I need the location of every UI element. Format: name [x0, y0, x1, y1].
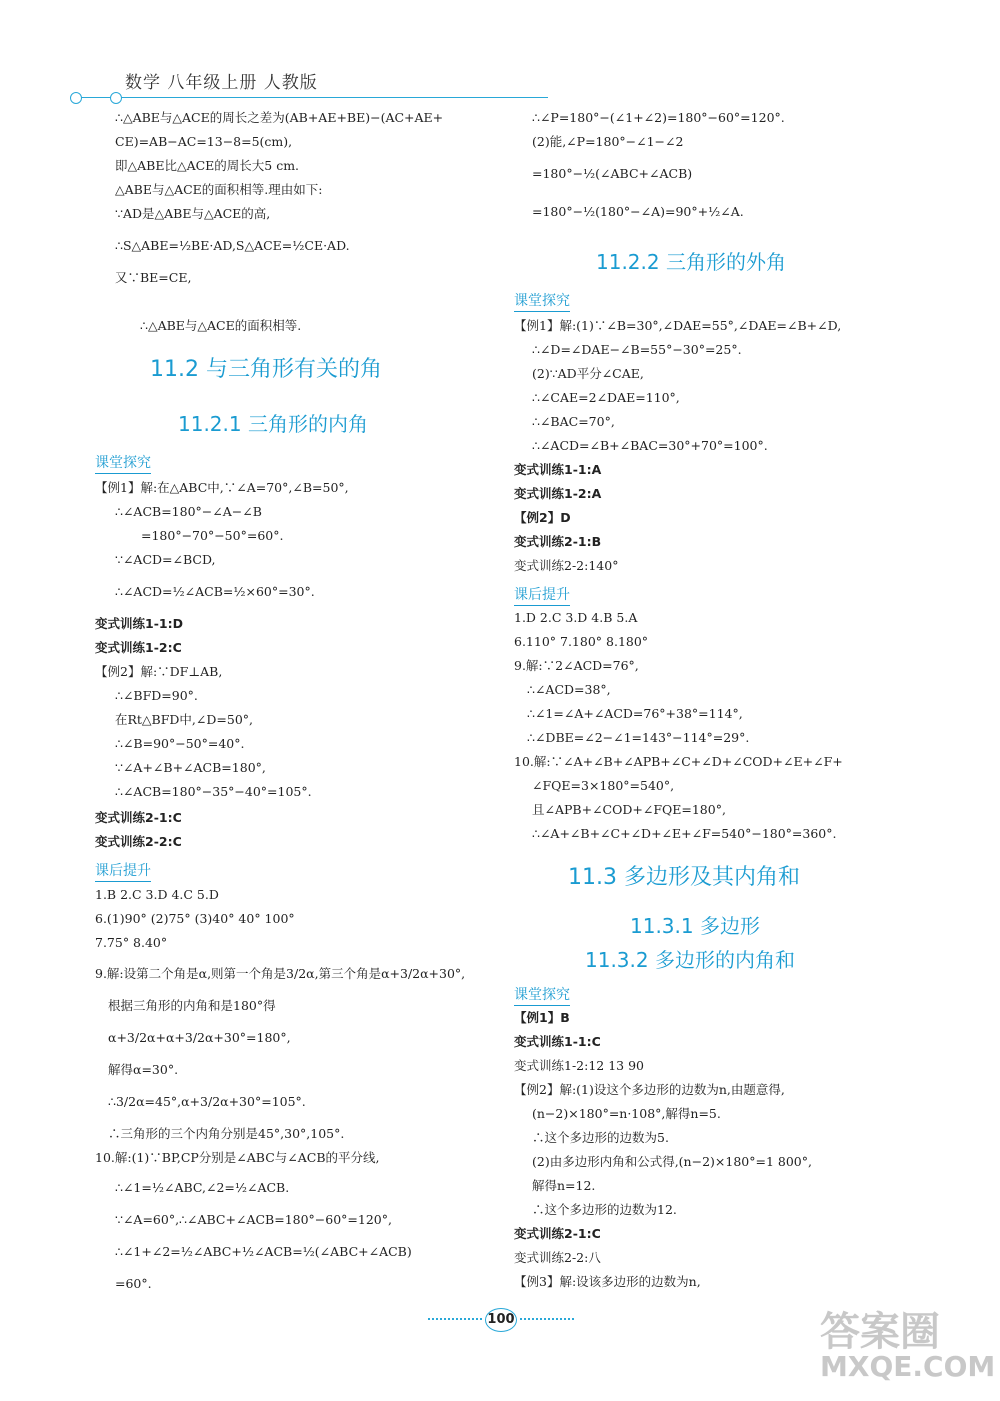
- text-line: =180°−½(∠ABC+∠ACB): [532, 166, 693, 181]
- watermark-logo: 答案圈: [820, 1309, 940, 1355]
- text-line: 即△ABE比△ACE的周长大5 cm.: [115, 158, 300, 173]
- text-line: ∴3/2α=45°,α+3/2α+30°=105°.: [108, 1094, 306, 1109]
- text-line: ∴三角形的三个内角分别是45°,30°,105°.: [108, 1126, 345, 1141]
- text-line: ∴∠1=∠A+∠ACD=76°+38°=114°,: [527, 706, 743, 721]
- section-heading: 11.2 与三角形有关的角: [150, 357, 382, 382]
- section-label: 课堂探究: [95, 452, 151, 474]
- text-line: △ABE与△ACE的面积相等.理由如下:: [115, 182, 323, 197]
- text-line: ∴∠BAC=70°,: [532, 414, 615, 429]
- text-line: ∴∠ACD=38°,: [527, 682, 611, 697]
- text-line: 6.110° 7.180° 8.180°: [514, 634, 649, 649]
- section-label: 课后提升: [514, 584, 570, 606]
- text-line: ∴∠ACB=180°−∠A−∠B: [115, 504, 262, 519]
- text-line: 变式训练1-1:A: [514, 462, 602, 477]
- text-line: 9.解:∵2∠ACD=76°,: [514, 658, 639, 673]
- text-line: 7.75° 8.40°: [95, 935, 168, 950]
- text-line: ∴∠B=90°−50°=40°.: [115, 736, 245, 751]
- text-line: ∴∠A+∠B+∠C+∠D+∠E+∠F=540°−180°=360°.: [532, 826, 837, 841]
- text-line: ∴∠DBE=∠2−∠1=143°−114°=29°.: [527, 730, 750, 745]
- text-line: 变式训练2-1:C: [514, 1226, 601, 1241]
- text-line: ∴∠D=∠DAE−∠B=55°−30°=25°.: [532, 342, 742, 357]
- footer-dots: [520, 1318, 574, 1322]
- text-line: ∴S△ABE=½BE·AD,S△ACE=½CE·AD.: [115, 238, 350, 253]
- text-line: 1.D 2.C 3.D 4.B 5.A: [514, 610, 638, 625]
- text-line: 变式训练1-2:C: [95, 640, 182, 655]
- text-line: ∴这个多边形的边数为12.: [532, 1202, 677, 1217]
- text-line: ∴∠P=180°−(∠1+∠2)=180°−60°=120°.: [532, 110, 785, 125]
- text-line: α+3/2α+α+3/2α+30°=180°,: [108, 1030, 291, 1045]
- subsection-heading: 11.3.1 多边形: [630, 914, 760, 938]
- text-line: 变式训练1-2:A: [514, 486, 602, 501]
- text-line: ∴∠ACD=½∠ACB=½×60°=30°.: [115, 584, 315, 599]
- text-line: (2)能,∠P=180°−∠1−∠2: [532, 134, 684, 149]
- text-line: 1.B 2.C 3.D 4.C 5.D: [95, 887, 219, 902]
- text-line: 【例1】解:在△ABC中,∵∠A=70°,∠B=50°,: [95, 480, 349, 495]
- text-line: CE)=AB−AC=13−8=5(cm),: [115, 134, 293, 149]
- text-line: 【例2】解:(1)设这个多边形的边数为n,由题意得,: [514, 1082, 785, 1097]
- text-line: 解得n=12.: [532, 1178, 596, 1193]
- text-line: 【例2】D: [514, 510, 571, 525]
- text-line: ∴∠1+∠2=½∠ABC+½∠ACB=½(∠ABC+∠ACB): [115, 1244, 412, 1259]
- text-line: 变式训练1-2:12 13 90: [514, 1058, 645, 1073]
- text-line: 10.解:∵∠A+∠B+∠APB+∠C+∠D+∠COD+∠E+∠F+: [514, 754, 843, 769]
- text-line: 变式训练2-2:八: [514, 1250, 601, 1265]
- text-line: ∵AD是△ABE与△ACE的高,: [115, 206, 271, 221]
- text-line: 【例3】解:设该多边形的边数为n,: [514, 1274, 701, 1289]
- text-line: ∴∠1=½∠ABC,∠2=½∠ACB.: [115, 1180, 290, 1195]
- text-line: 根据三角形的内角和是180°得: [108, 998, 276, 1013]
- text-line: ∵∠ACD=∠BCD,: [115, 552, 216, 567]
- text-line: 变式训练2-1:C: [95, 810, 182, 825]
- section-label: 课堂探究: [514, 984, 570, 1006]
- subsection-heading: 11.2.2 三角形的外角: [596, 250, 786, 274]
- text-line: ∵∠A=60°,∴∠ABC+∠ACB=180°−60°=120°,: [115, 1212, 392, 1227]
- text-line: 又∵BE=CE,: [115, 270, 192, 285]
- text-line: ∴∠CAE=2∠DAE=110°,: [532, 390, 680, 405]
- text-line: 9.解:设第二个角是α,则第一个角是3/2α,第三个角是α+3/2α+30°,: [95, 966, 466, 981]
- header-dot: [70, 92, 82, 104]
- subsection-heading: 11.2.1 三角形的内角: [178, 412, 368, 436]
- text-line: 【例2】解:∵DF⊥AB,: [95, 664, 223, 679]
- text-line: 变式训练2-2:C: [95, 834, 182, 849]
- text-line: 在Rt△BFD中,∠D=50°,: [115, 712, 254, 727]
- text-line: 变式训练2-2:140°: [514, 558, 619, 573]
- text-line: (n−2)×180°=n·108°,解得n=5.: [532, 1106, 721, 1121]
- text-line: 变式训练2-1:B: [514, 534, 602, 549]
- text-line: (2)由多边形内角和公式得,(n−2)×180°=1 800°,: [532, 1154, 812, 1169]
- text-line: 变式训练1-1:D: [95, 616, 183, 631]
- page-number: 100: [485, 1308, 517, 1332]
- text-line: (2)∵AD平分∠CAE,: [532, 366, 644, 381]
- section-label: 课堂探究: [514, 290, 570, 312]
- text-line: 变式训练1-1:C: [514, 1034, 601, 1049]
- text-line: 【例1】B: [514, 1010, 570, 1025]
- text-line: ∠FQE=3×180°=540°,: [532, 778, 675, 793]
- text-line: ∴∠ACD=∠B+∠BAC=30°+70°=100°.: [532, 438, 768, 453]
- text-line: 6.(1)90° (2)75° (3)40° 40° 100°: [95, 911, 295, 926]
- text-line: ∴∠ACB=180°−35°−40°=105°.: [115, 784, 312, 799]
- text-line: 10.解:(1)∵BP,CP分别是∠ABC与∠ACB的平分线,: [95, 1150, 380, 1165]
- text-line: ∴△ABE与△ACE的面积相等.: [140, 318, 302, 333]
- text-line: ∴这个多边形的边数为5.: [532, 1130, 669, 1145]
- subsection-heading: 11.3.2 多边形的内角和: [585, 948, 795, 972]
- text-line: =60°.: [115, 1276, 152, 1291]
- section-heading: 11.3 多边形及其内角和: [568, 865, 800, 890]
- text-line: 且∠APB+∠COD+∠FQE=180°,: [532, 802, 726, 817]
- text-line: 解得α=30°.: [108, 1062, 179, 1077]
- text-line: ∴△ABE与△ACE的周长之差为(AB+AE+BE)−(AC+AE+: [115, 110, 444, 125]
- header-rule: [78, 97, 548, 98]
- text-line: ∴∠BFD=90°.: [115, 688, 198, 703]
- watermark-url: MXQE.COM: [820, 1350, 996, 1383]
- header-title: 数学 八年级上册 人教版: [125, 73, 318, 93]
- text-line: ∵∠A+∠B+∠ACB=180°,: [115, 760, 266, 775]
- header-dot: [110, 92, 122, 104]
- section-label: 课后提升: [95, 860, 151, 882]
- text-line: =180°−70°−50°=60°.: [141, 528, 284, 543]
- text-line: 【例1】解:(1)∵∠B=30°,∠DAE=55°,∠DAE=∠B+∠D,: [514, 318, 842, 333]
- text-line: =180°−½(180°−∠A)=90°+½∠A.: [532, 204, 744, 219]
- footer-dots: [428, 1318, 482, 1322]
